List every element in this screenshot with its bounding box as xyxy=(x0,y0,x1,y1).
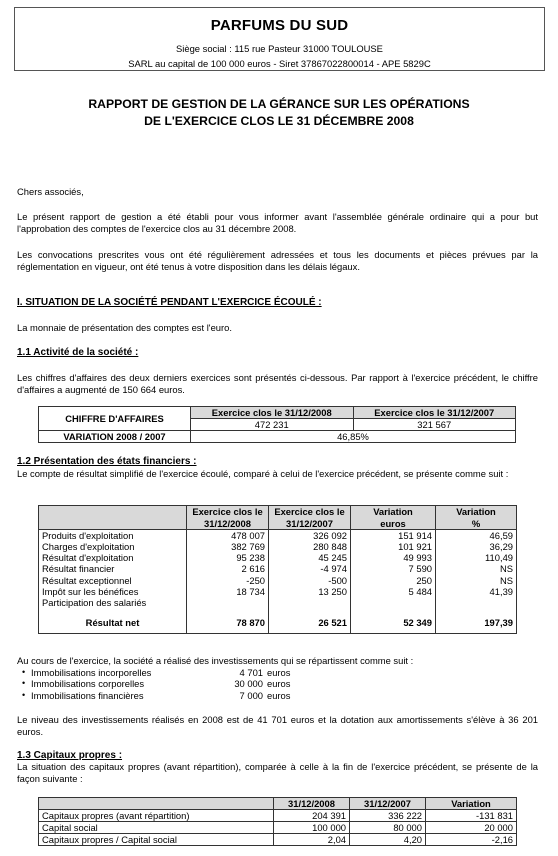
report-title xyxy=(0,96,558,130)
col-var-pct-b: % xyxy=(471,517,481,529)
investment-label: Immobilisations financières xyxy=(31,689,144,701)
row-label: Résultat d'exploitation xyxy=(39,552,187,563)
equity-text: La situation des capitaux propres (avant répartition), comparée à celle à la fin de l'exercice précédent, se présente de la façon suivante : xyxy=(17,761,538,785)
equity-row-var: -131 831 xyxy=(475,810,513,821)
investment-amount: 4 701 xyxy=(239,666,263,678)
investment-item xyxy=(22,667,290,679)
income-statement-table xyxy=(38,505,517,634)
row-2008: -250 xyxy=(187,575,269,586)
row-2008: 2 616 xyxy=(187,563,269,574)
equity-row xyxy=(39,834,517,846)
row-2008: 382 769 xyxy=(187,541,269,552)
row-var: 151 914 xyxy=(351,530,436,542)
equity-row-2007: 4,20 xyxy=(350,834,426,846)
activity-text: Les chiffres d'affaires des deux derniers exercices sont présentés ci-dessous. Par rapport à l'exercice précédent, le chiffre d'affaires a augmenté de 150 664 euros. xyxy=(17,372,538,396)
row-var: 7 590 xyxy=(351,563,436,574)
investment-unit: euros xyxy=(267,678,291,690)
equity-row-var: 20 000 xyxy=(484,822,513,833)
row-2007: -4 974 xyxy=(269,563,351,574)
net-2008: 78 870 xyxy=(187,616,269,629)
row-pct: NS xyxy=(499,563,513,575)
equity-col-2008: 31/12/2008 xyxy=(274,798,350,810)
revenue-table xyxy=(38,406,516,443)
row-pct: 36,29 xyxy=(489,541,513,553)
equity-row-2008: 204 391 xyxy=(274,810,350,822)
row-pct xyxy=(436,597,517,608)
row-var xyxy=(351,597,436,608)
investment-unit: euros xyxy=(267,689,291,701)
investment-amount: 7 000 xyxy=(239,689,263,701)
financial-statements-text: Le compte de résultat simplifié de l'exercice écoulé, comparé à celui de l'exercice précédent, se présente comme suit : xyxy=(17,468,509,479)
col-2007-a: Exercice clos le xyxy=(269,506,351,518)
net-label: Résultat net xyxy=(39,616,187,629)
investments-list xyxy=(22,667,290,702)
bullet-icon: • xyxy=(22,678,26,689)
company-address: Siège social : 115 rue Pasteur 31000 TOULOUSE xyxy=(176,42,383,54)
investments-summary: Le niveau des investissements réalisés en 2008 est de 41 701 euros et la dotation aux amortissements s'élève à 36 201 euros. xyxy=(17,714,538,738)
net-2007: 26 521 xyxy=(269,616,351,629)
income-row xyxy=(39,563,517,574)
col-var-euros-a: Variation xyxy=(351,506,436,518)
equity-row-2008: 2,04 xyxy=(274,834,350,846)
equity-row-var: -2,16 xyxy=(491,834,513,845)
net-result-row xyxy=(39,616,517,629)
col-var-pct-a: Variation xyxy=(456,506,496,518)
income-row xyxy=(39,586,517,597)
income-row xyxy=(39,530,517,542)
row-2007: 45 245 xyxy=(269,552,351,563)
investment-amount: 30 000 xyxy=(234,678,263,690)
currency-text: La monnaie de présentation des comptes est l'euro. xyxy=(17,322,232,333)
equity-table xyxy=(38,797,517,846)
equity-row xyxy=(39,810,517,822)
investment-label: Immobilisations incorporelles xyxy=(31,666,152,678)
row-pct: 46,59 xyxy=(489,530,513,541)
section-1-2-heading: 1.2 Présentation des états financiers : xyxy=(17,456,197,467)
col-2008-b: 31/12/2008 xyxy=(187,518,269,530)
row-label: Participation des salariés xyxy=(39,597,187,608)
company-legal-info: SARL au capital de 100 000 euros - Siret 37867022800014 - APE 5829C xyxy=(128,57,431,69)
equity-row-label: Capitaux propres / Capital social xyxy=(39,834,274,846)
equity-row-2007: 80 000 xyxy=(350,822,426,834)
revenue-label: CHIFFRE D'AFFAIRES xyxy=(39,407,191,431)
net-pct: 197,39 xyxy=(484,617,513,629)
section-1-3-heading: 1.3 Capitaux propres : xyxy=(17,750,123,761)
equity-col-2007: 31/12/2007 xyxy=(350,798,426,810)
revenue-value-2007: 321 567 xyxy=(417,419,452,430)
equity-row-2008: 100 000 xyxy=(274,822,350,834)
greeting: Chers associés, xyxy=(17,186,84,197)
col-var-euros-b: euros xyxy=(351,518,436,530)
report-title-line2: DE L'EXERCICE CLOS LE 31 DÉCEMBRE 2008 xyxy=(144,114,414,128)
variation-value: 46,85% xyxy=(337,431,369,442)
row-pct: 110,49 xyxy=(485,552,513,564)
row-pct: NS xyxy=(499,574,513,586)
row-var: 5 484 xyxy=(351,586,436,597)
investment-item xyxy=(22,690,290,702)
equity-row-label: Capital social xyxy=(39,822,274,834)
equity-row-label: Capitaux propres (avant répartition) xyxy=(39,810,274,822)
report-title-line1: RAPPORT DE GESTION DE LA GÉRANCE SUR LES OPÉRATIONS xyxy=(88,97,470,111)
investment-item xyxy=(22,679,290,691)
row-label: Résultat financier xyxy=(39,563,187,574)
row-label: Produits d'exploitation xyxy=(39,530,187,542)
section-1-1-heading: 1.1 Activité de la société : xyxy=(17,347,139,358)
equity-col-var: Variation xyxy=(451,798,491,809)
investment-unit: euros xyxy=(267,666,291,678)
income-row xyxy=(39,575,517,586)
net-var: 52 349 xyxy=(351,616,436,629)
investment-label: Immobilisations corporelles xyxy=(31,678,145,690)
income-row xyxy=(39,597,517,608)
col-2008-a: Exercice clos le xyxy=(187,506,269,518)
company-header xyxy=(14,7,545,71)
row-2008: 95 238 xyxy=(187,552,269,563)
revenue-value-2008: 472 231 xyxy=(191,419,354,431)
row-2007: -500 xyxy=(269,575,351,586)
row-label: Résultat exceptionnel xyxy=(39,575,187,586)
row-label: Impôt sur les bénéfices xyxy=(39,586,187,597)
section-1-heading: I. SITUATION DE LA SOCIÉTÉ PENDANT L'EXERCICE ÉCOULÉ : xyxy=(17,297,322,308)
row-2008: 478 007 xyxy=(187,530,269,542)
company-name: PARFUMS DU SUD xyxy=(210,17,349,34)
intro-paragraph-2: Les convocations prescrites vous ont été régulièrement adressées et tous les documents et pièces prévues par la réglementation en vigueur, ont été tenus à votre disposition dans les délais légaux. xyxy=(17,249,538,273)
row-pct: 41,39 xyxy=(489,585,513,597)
investments-intro: Au cours de l'exercice, la société a réalisé des investissements qui se répartissent comme suit : xyxy=(17,655,414,666)
intro-paragraph-1: Le présent rapport de gestion a été établi pour vous informer avant l'assemblée générale ordinaire qui a pour but l'approbation des comptes de l'exercice clos au 31 décembre 2008. xyxy=(17,211,538,235)
equity-row-2007: 336 222 xyxy=(350,810,426,822)
variation-label: VARIATION 2008 / 2007 xyxy=(39,431,191,443)
income-row xyxy=(39,552,517,563)
row-2007 xyxy=(269,597,351,608)
row-2007: 13 250 xyxy=(269,586,351,597)
row-var: 49 993 xyxy=(351,552,436,563)
row-2007: 326 092 xyxy=(269,530,351,542)
row-var: 101 921 xyxy=(351,541,436,552)
row-2007: 280 848 xyxy=(269,541,351,552)
revenue-col-2007: Exercice clos le 31/12/2007 xyxy=(353,407,516,419)
col-2007-b: 31/12/2007 xyxy=(269,518,351,530)
row-2008: 18 734 xyxy=(187,586,269,597)
bullet-icon: • xyxy=(22,689,26,700)
row-2008 xyxy=(187,597,269,608)
row-var: 250 xyxy=(351,575,436,586)
bullet-icon: • xyxy=(22,666,26,677)
equity-row xyxy=(39,822,517,834)
revenue-col-2008: Exercice clos le 31/12/2008 xyxy=(191,407,354,419)
income-row xyxy=(39,541,517,552)
row-label: Charges d'exploitation xyxy=(39,541,187,552)
